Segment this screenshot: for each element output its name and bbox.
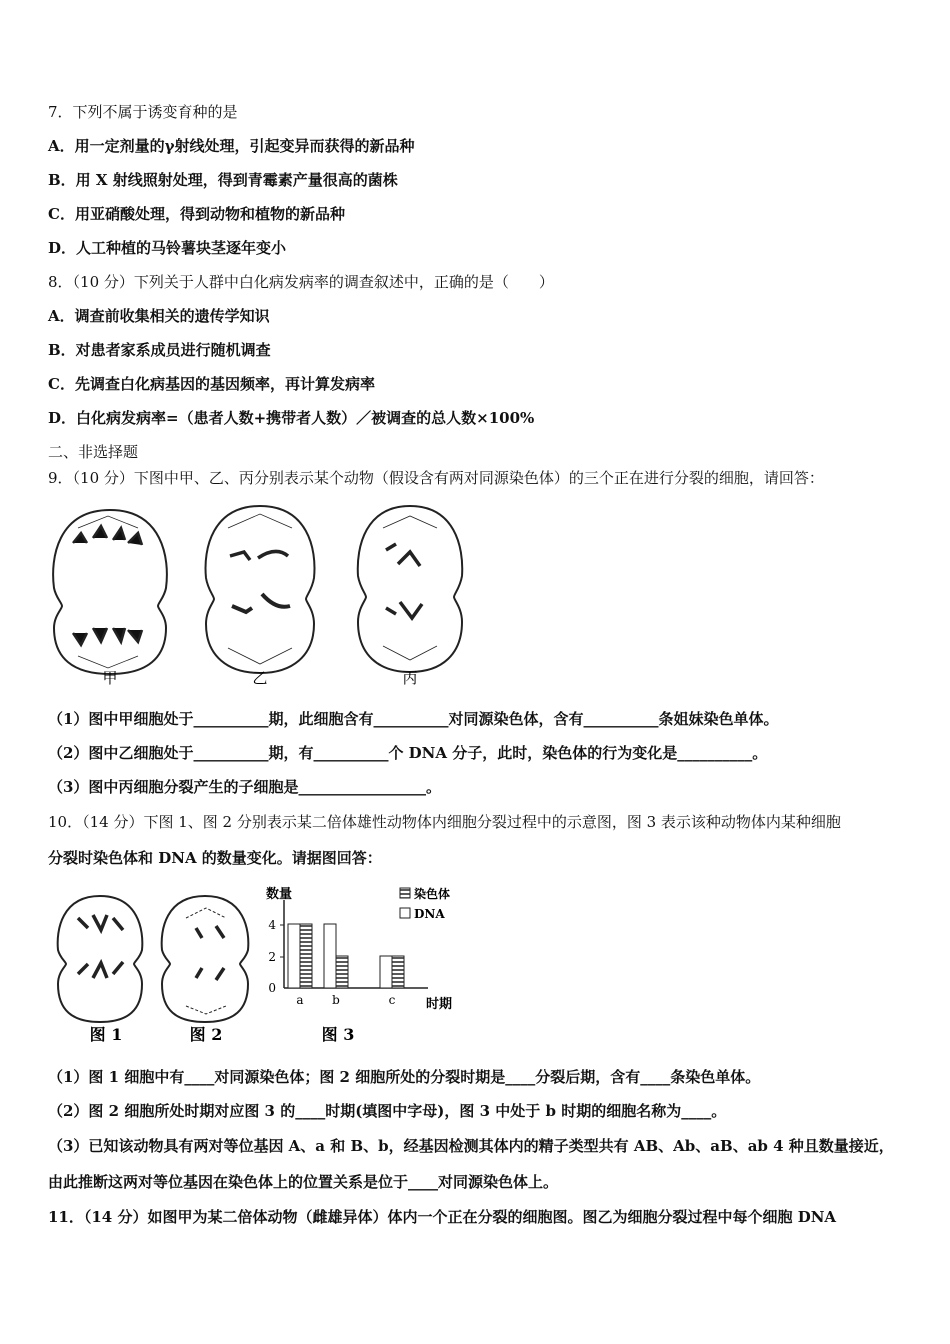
q7-option-b: B．用 X 射线照射处理，得到青霉素产量很高的菌株	[48, 171, 398, 189]
y-tick-2: 2	[268, 950, 276, 964]
q9-sub-3: （3）图中丙细胞分裂产生的子细胞是_________________。	[48, 778, 441, 796]
legend-swatch-dna	[400, 908, 410, 918]
figure-1-cell	[58, 896, 143, 1022]
q8-stem: 8．（10 分）下列关于人群中白化病发病率的调查叙述中，正确的是（ ）	[48, 273, 554, 291]
bar-chromosome-c	[392, 956, 404, 988]
bar-dna-a	[288, 924, 300, 988]
bar-chromosome-b	[336, 956, 348, 988]
q10-figure	[48, 880, 468, 1050]
legend-swatch-chromosome	[400, 888, 410, 898]
legend-dna: DNA	[414, 907, 445, 921]
y-tick-4: 4	[268, 918, 276, 932]
fig3-label: 图 3	[321, 1025, 355, 1044]
x-tick-b: b	[332, 993, 340, 1007]
label-bing: 丙	[402, 669, 418, 687]
q10-stem-line2: 分裂时染色体和 DNA 的数量变化。请据图回答：	[48, 849, 382, 867]
q9-sub-2: （2）图中乙细胞处于__________期，有__________个 DNA 分子，此时，染色体的行为变化是__________。	[48, 744, 768, 762]
cell-jia	[53, 510, 167, 674]
q9-stem: 9．（10 分）下图中甲、乙、丙分别表示某个动物（假设含有两对同源染色体）的三个正在进行分裂的细胞，请回答：	[48, 469, 824, 487]
y-axis-label: 数量	[266, 887, 293, 902]
fig2-label: 图 2	[189, 1025, 223, 1044]
bar-dna-b	[324, 924, 336, 988]
q7-option-d: D．人工种植的马铃薯块茎逐年变小	[48, 239, 287, 257]
y-tick-0: 0	[268, 981, 276, 995]
cell-yi	[206, 506, 315, 673]
figure-2-cell	[162, 896, 249, 1022]
q8-option-b: B．对患者家系成员进行随机调查	[48, 341, 271, 359]
cell-bing	[358, 506, 462, 672]
q8-option-d: D．白化病发病率=（患者人数+携带者人数）／被调查的总人数×100%	[48, 409, 535, 427]
figure-3-chart	[266, 886, 452, 1012]
q10-sub-3-line1: （3）已知该动物具有两对等位基因 A、a 和 B、b，经基因检测其体内的精子类型共有 AB、Ab、aB、ab 4 种且数量接近，	[48, 1137, 894, 1155]
x-axis-label: 时期	[426, 997, 453, 1012]
bar-dna-c	[380, 956, 392, 988]
q8-option-c: C．先调查白化病基因的基因频率，再计算发病率	[48, 375, 375, 393]
bar-chromosome-a	[300, 924, 312, 988]
label-jia: 甲	[102, 669, 118, 687]
q8-option-a: A．调查前收集相关的遗传学知识	[48, 307, 270, 325]
q7-option-a: A．用一定剂量的γ射线处理，引起变异而获得的新品种	[48, 137, 415, 155]
q10-sub-1: （1）图 1 细胞中有____对同源染色体；图 2 细胞所处的分裂时期是____分裂后期，含有____条染色单体。	[48, 1068, 761, 1086]
x-tick-c: c	[388, 993, 396, 1007]
q11-stem: 11．（14 分）如图甲为某二倍体动物（雌雄异体）体内一个正在分裂的细胞图。图乙为细胞分裂过程中每个细胞 DNA	[48, 1208, 837, 1226]
section-heading: 二、非选择题	[48, 443, 139, 461]
q9-sub-1: （1）图中甲细胞处于__________期，此细胞含有__________对同源染色体，含有__________条姐妹染色单体。	[48, 710, 779, 728]
q10-stem-line1: 10．（14 分）下图 1、图 2 分别表示某二倍体雄性动物体内细胞分裂过程中的示意图，图 3 表示该种动物体内某种细胞	[48, 813, 841, 831]
legend-chromosome: 染色体	[414, 887, 451, 901]
q9-cell-figure	[48, 498, 478, 688]
x-tick-a: a	[296, 993, 304, 1007]
q7-option-c: C．用亚硝酸处理，得到动物和植物的新品种	[48, 205, 345, 223]
q7-stem: 7．下列不属于诱变育种的是	[48, 103, 238, 121]
label-yi: 乙	[252, 669, 268, 687]
q10-sub-2: （2）图 2 细胞所处时期对应图 3 的____时期(填图中字母)，图 3 中处于 b 时期的细胞名称为____。	[48, 1102, 727, 1120]
fig1-label: 图 1	[89, 1025, 123, 1044]
q10-sub-3-line2: 由此推断这两对等位基因在染色体上的位置关系是位于____对同源染色体上。	[48, 1173, 559, 1191]
